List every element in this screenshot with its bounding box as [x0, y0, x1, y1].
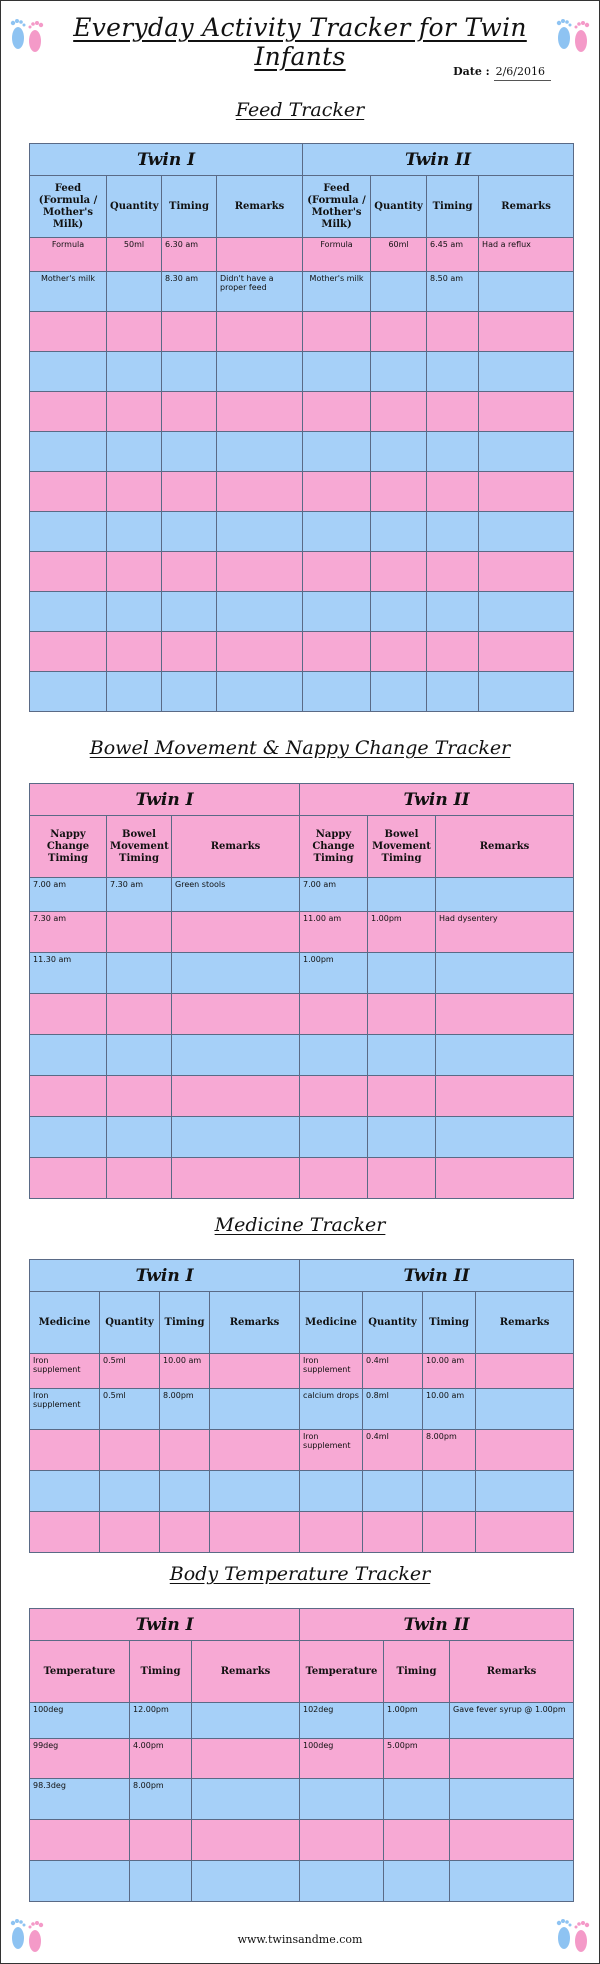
column-header: Remarks	[476, 1292, 574, 1354]
table-cell	[30, 1861, 130, 1902]
table-cell	[427, 312, 479, 352]
table-cell	[162, 552, 217, 592]
table-row	[30, 1035, 574, 1076]
table-cell: 4.00pm	[130, 1739, 192, 1779]
table-cell	[162, 512, 217, 552]
table-cell	[107, 912, 172, 953]
table-cell: 8.50 am	[427, 272, 479, 312]
table-cell	[479, 472, 574, 512]
table-cell	[363, 1471, 423, 1512]
column-header: Quantity	[371, 176, 427, 238]
table-cell	[423, 1471, 476, 1512]
table-cell	[303, 632, 371, 672]
column-header: Feed (Formula / Mother's Milk)	[30, 176, 107, 238]
table-cell	[476, 1354, 574, 1389]
table-cell	[172, 1035, 300, 1076]
table-cell	[476, 1430, 574, 1471]
twin-1-header: Twin I	[30, 1260, 300, 1292]
table-cell	[300, 1076, 368, 1117]
table-row	[30, 392, 574, 432]
table-cell	[371, 312, 427, 352]
table-cell: 10.00 am	[423, 1389, 476, 1430]
feed-tracker-title: Feed Tracker	[235, 99, 365, 121]
table-cell	[427, 672, 479, 712]
table-cell	[303, 512, 371, 552]
table-cell	[371, 552, 427, 592]
table-cell: 8.00pm	[160, 1389, 210, 1430]
baby-feet-icon	[551, 13, 595, 57]
table-cell	[479, 352, 574, 392]
table-cell	[436, 1076, 574, 1117]
table-cell	[300, 1035, 368, 1076]
table-row	[30, 432, 574, 472]
table-cell	[371, 472, 427, 512]
table-cell	[217, 512, 303, 552]
column-header: Feed (Formula / Mother's Milk)	[303, 176, 371, 238]
table-cell	[107, 953, 172, 994]
table-row	[30, 912, 574, 953]
table-row	[30, 994, 574, 1035]
table-cell: Iron supplement	[300, 1430, 363, 1471]
column-header: Bowel Movement Timing	[107, 816, 172, 878]
table-cell	[162, 472, 217, 512]
table-cell: 1.00pm	[368, 912, 436, 953]
table-row	[30, 512, 574, 552]
table-cell	[100, 1471, 160, 1512]
table-cell	[371, 392, 427, 432]
table-row	[30, 672, 574, 712]
table-cell	[172, 912, 300, 953]
table-cell	[192, 1703, 300, 1739]
column-header: Medicine	[300, 1292, 363, 1354]
table-row	[30, 632, 574, 672]
table-cell	[368, 1035, 436, 1076]
table-cell	[162, 312, 217, 352]
table-cell	[476, 1471, 574, 1512]
table-cell	[427, 512, 479, 552]
table-cell	[30, 432, 107, 472]
table-cell	[30, 1158, 107, 1199]
column-header: Remarks	[217, 176, 303, 238]
table-cell: 12.00pm	[130, 1703, 192, 1739]
table-cell	[172, 994, 300, 1035]
table-row	[30, 1739, 574, 1779]
table-cell: 102deg	[300, 1703, 384, 1739]
table-cell	[436, 994, 574, 1035]
table-cell	[192, 1820, 300, 1861]
column-header: Timing	[423, 1292, 476, 1354]
table-row	[30, 878, 574, 912]
table-cell	[479, 592, 574, 632]
table-cell	[130, 1820, 192, 1861]
table-cell: 7.00 am	[30, 878, 107, 912]
table-cell	[436, 953, 574, 994]
table-cell	[107, 1035, 172, 1076]
table-cell	[427, 632, 479, 672]
table-cell: Formula	[303, 238, 371, 272]
table-cell	[107, 432, 162, 472]
table-cell	[107, 632, 162, 672]
table-cell: Mother's milk	[303, 272, 371, 312]
table-cell	[30, 552, 107, 592]
table-cell	[479, 512, 574, 552]
table-cell	[303, 312, 371, 352]
table-cell	[371, 592, 427, 632]
table-cell	[479, 312, 574, 352]
table-cell: Green stools	[172, 878, 300, 912]
table-cell	[100, 1430, 160, 1471]
twin-2-header: Twin II	[300, 1260, 574, 1292]
table-cell	[217, 632, 303, 672]
table-row	[30, 1430, 574, 1471]
table-cell	[160, 1430, 210, 1471]
table-cell	[160, 1471, 210, 1512]
table-cell	[162, 432, 217, 472]
table-cell	[162, 392, 217, 432]
table-cell	[107, 994, 172, 1035]
table-row	[30, 1354, 574, 1389]
table-cell: 1.00pm	[300, 953, 368, 994]
date-row	[453, 65, 551, 81]
table-cell: 98.3deg	[30, 1779, 130, 1820]
page-title: Everyday Activity Tracker for Twin Infants	[73, 13, 527, 71]
table-cell	[300, 1512, 363, 1553]
table-cell	[107, 1076, 172, 1117]
table-cell: 5.00pm	[384, 1739, 450, 1779]
table-cell	[300, 1158, 368, 1199]
column-header: Remarks	[436, 816, 574, 878]
table-cell: 100deg	[300, 1739, 384, 1779]
table-cell	[172, 1158, 300, 1199]
baby-feet-icon	[5, 13, 49, 57]
table-cell: 7.00 am	[300, 878, 368, 912]
table-row	[30, 238, 574, 272]
table-cell	[217, 672, 303, 712]
table-cell	[210, 1471, 300, 1512]
column-header: Timing	[384, 1641, 450, 1703]
table-row	[30, 1861, 574, 1902]
table-cell	[303, 672, 371, 712]
table-cell	[30, 312, 107, 352]
table-cell	[210, 1354, 300, 1389]
table-cell	[30, 512, 107, 552]
table-cell	[303, 592, 371, 632]
table-cell	[210, 1512, 300, 1553]
column-header: Nappy Change Timing	[300, 816, 368, 878]
table-cell	[300, 1820, 384, 1861]
table-cell: 50ml	[107, 238, 162, 272]
table-cell	[30, 1430, 100, 1471]
table-cell: 8.30 am	[162, 272, 217, 312]
table-cell: 1.00pm	[384, 1703, 450, 1739]
table-cell	[303, 352, 371, 392]
table-cell	[30, 672, 107, 712]
table-cell	[450, 1739, 574, 1779]
table-row	[30, 1779, 574, 1820]
medicine-tracker-table	[29, 1259, 574, 1553]
twin-1-header: Twin I	[30, 144, 303, 176]
table-row	[30, 352, 574, 392]
twin-2-header: Twin II	[303, 144, 574, 176]
table-cell: 0.5ml	[100, 1389, 160, 1430]
table-row	[30, 1076, 574, 1117]
table-cell	[479, 272, 574, 312]
table-cell	[217, 432, 303, 472]
column-header: Medicine	[30, 1292, 100, 1354]
table-cell	[107, 1117, 172, 1158]
table-cell	[423, 1512, 476, 1553]
table-cell	[436, 1158, 574, 1199]
column-header: Timing	[130, 1641, 192, 1703]
table-cell	[476, 1512, 574, 1553]
temperature-tracker-title: Body Temperature Tracker	[169, 1563, 431, 1585]
table-cell	[368, 1158, 436, 1199]
table-cell	[172, 953, 300, 994]
table-cell	[384, 1820, 450, 1861]
table-cell	[300, 1117, 368, 1158]
table-cell	[107, 672, 162, 712]
table-cell	[479, 392, 574, 432]
table-cell	[450, 1779, 574, 1820]
table-cell	[210, 1389, 300, 1430]
table-cell	[371, 352, 427, 392]
table-cell	[107, 392, 162, 432]
table-cell	[427, 432, 479, 472]
table-cell	[479, 552, 574, 592]
table-cell	[450, 1861, 574, 1902]
table-cell: 0.5ml	[100, 1354, 160, 1389]
column-header: Temperature	[30, 1641, 130, 1703]
table-cell	[30, 994, 107, 1035]
table-cell	[210, 1430, 300, 1471]
table-cell	[30, 472, 107, 512]
table-cell: Gave fever syrup @ 1.00pm	[450, 1703, 574, 1739]
table-cell	[371, 632, 427, 672]
table-cell: Formula	[30, 238, 107, 272]
table-cell	[172, 1117, 300, 1158]
column-header: Quantity	[363, 1292, 423, 1354]
table-cell	[476, 1389, 574, 1430]
table-cell	[192, 1779, 300, 1820]
bowel-tracker-table	[29, 783, 574, 1199]
table-cell	[107, 272, 162, 312]
table-cell	[107, 512, 162, 552]
table-cell	[192, 1739, 300, 1779]
column-header: Remarks	[172, 816, 300, 878]
table-cell	[427, 392, 479, 432]
column-header: Remarks	[210, 1292, 300, 1354]
table-cell: 8.00pm	[423, 1430, 476, 1471]
table-cell	[300, 1471, 363, 1512]
table-cell	[30, 592, 107, 632]
table-cell	[371, 432, 427, 472]
table-cell	[303, 392, 371, 432]
table-cell	[300, 1861, 384, 1902]
table-row	[30, 1703, 574, 1739]
table-cell: Mother's milk	[30, 272, 107, 312]
table-cell: 7.30 am	[30, 912, 107, 953]
date-value: 2/6/2016	[494, 65, 551, 81]
temperature-tracker-table	[29, 1608, 574, 1902]
table-cell	[303, 432, 371, 472]
table-cell	[107, 552, 162, 592]
table-cell	[30, 1117, 107, 1158]
table-cell: 8.00pm	[130, 1779, 192, 1820]
table-cell	[107, 352, 162, 392]
column-header: Remarks	[450, 1641, 574, 1703]
table-row	[30, 272, 574, 312]
table-cell	[479, 632, 574, 672]
table-cell: 6.45 am	[427, 238, 479, 272]
table-cell	[368, 1076, 436, 1117]
column-header: Timing	[162, 176, 217, 238]
table-cell: 11.00 am	[300, 912, 368, 953]
table-cell	[217, 312, 303, 352]
table-cell	[384, 1861, 450, 1902]
table-cell	[30, 1820, 130, 1861]
table-cell	[100, 1512, 160, 1553]
table-cell	[300, 1779, 384, 1820]
column-header: Remarks	[479, 176, 574, 238]
column-header: Timing	[427, 176, 479, 238]
table-cell	[436, 1035, 574, 1076]
table-cell	[107, 312, 162, 352]
table-cell	[192, 1861, 300, 1902]
table-cell	[217, 392, 303, 432]
table-row	[30, 312, 574, 352]
table-row	[30, 592, 574, 632]
table-cell: Had dysentery	[436, 912, 574, 953]
twin-2-header: Twin II	[300, 1609, 574, 1641]
table-cell	[130, 1861, 192, 1902]
twin-1-header: Twin I	[30, 1609, 300, 1641]
table-cell	[107, 592, 162, 632]
table-cell	[479, 672, 574, 712]
table-cell	[371, 512, 427, 552]
table-row	[30, 472, 574, 512]
table-cell	[30, 1076, 107, 1117]
column-header: Temperature	[300, 1641, 384, 1703]
table-row	[30, 1158, 574, 1199]
table-cell	[368, 878, 436, 912]
table-cell: 7.30 am	[107, 878, 172, 912]
table-cell	[427, 592, 479, 632]
table-cell	[30, 1512, 100, 1553]
table-cell	[303, 552, 371, 592]
table-row	[30, 552, 574, 592]
table-cell	[300, 994, 368, 1035]
table-cell: 99deg	[30, 1739, 130, 1779]
table-cell	[30, 1471, 100, 1512]
table-cell: 0.8ml	[363, 1389, 423, 1430]
column-header: Remarks	[192, 1641, 300, 1703]
table-cell: 60ml	[371, 238, 427, 272]
table-cell: 6.30 am	[162, 238, 217, 272]
table-cell	[368, 953, 436, 994]
column-header: Bowel Movement Timing	[368, 816, 436, 878]
table-cell	[303, 472, 371, 512]
table-cell	[371, 272, 427, 312]
feed-tracker-table	[29, 143, 574, 712]
table-cell	[30, 632, 107, 672]
table-cell	[384, 1779, 450, 1820]
table-cell: 100deg	[30, 1703, 130, 1739]
table-cell: 10.00 am	[423, 1354, 476, 1389]
date-label: Date :	[453, 65, 490, 78]
table-row	[30, 1471, 574, 1512]
table-cell	[436, 1117, 574, 1158]
table-row	[30, 1389, 574, 1430]
table-cell	[162, 592, 217, 632]
table-row	[30, 1117, 574, 1158]
column-header: Timing	[160, 1292, 210, 1354]
column-header: Quantity	[100, 1292, 160, 1354]
table-cell	[217, 592, 303, 632]
table-cell	[450, 1820, 574, 1861]
table-cell	[172, 1076, 300, 1117]
table-cell: Iron supplement	[30, 1389, 100, 1430]
table-cell: 0.4ml	[363, 1430, 423, 1471]
table-cell	[217, 552, 303, 592]
table-row	[30, 1512, 574, 1553]
table-cell	[368, 994, 436, 1035]
table-cell	[479, 432, 574, 472]
table-cell	[162, 352, 217, 392]
table-cell	[30, 392, 107, 432]
table-cell: Iron supplement	[300, 1354, 363, 1389]
table-cell	[160, 1512, 210, 1553]
table-cell	[427, 472, 479, 512]
table-cell	[162, 632, 217, 672]
table-cell: calcium drops	[300, 1389, 363, 1430]
table-cell	[217, 472, 303, 512]
table-cell	[436, 878, 574, 912]
twin-1-header: Twin I	[30, 784, 300, 816]
twin-2-header: Twin II	[300, 784, 574, 816]
table-cell: 10.00 am	[160, 1354, 210, 1389]
table-cell	[30, 352, 107, 392]
table-cell	[107, 1158, 172, 1199]
medicine-tracker-title: Medicine Tracker	[214, 1214, 386, 1236]
table-cell: Had a reflux	[479, 238, 574, 272]
table-cell	[217, 352, 303, 392]
table-cell	[427, 352, 479, 392]
table-cell: 0.4ml	[363, 1354, 423, 1389]
table-cell	[217, 238, 303, 272]
table-cell	[30, 1035, 107, 1076]
table-cell: Didn't have a proper feed	[217, 272, 303, 312]
column-header: Quantity	[107, 176, 162, 238]
table-cell	[427, 552, 479, 592]
column-header: Nappy Change Timing	[30, 816, 107, 878]
table-row	[30, 1820, 574, 1861]
table-cell: Iron supplement	[30, 1354, 100, 1389]
footer-url: www.twinsandme.com	[237, 1933, 363, 1946]
bowel-tracker-title: Bowel Movement & Nappy Change Tracker	[89, 737, 511, 759]
table-cell	[368, 1117, 436, 1158]
table-cell	[363, 1512, 423, 1553]
table-cell	[162, 672, 217, 712]
table-row	[30, 953, 574, 994]
table-cell	[107, 472, 162, 512]
table-cell: 11.30 am	[30, 953, 107, 994]
table-cell	[371, 672, 427, 712]
